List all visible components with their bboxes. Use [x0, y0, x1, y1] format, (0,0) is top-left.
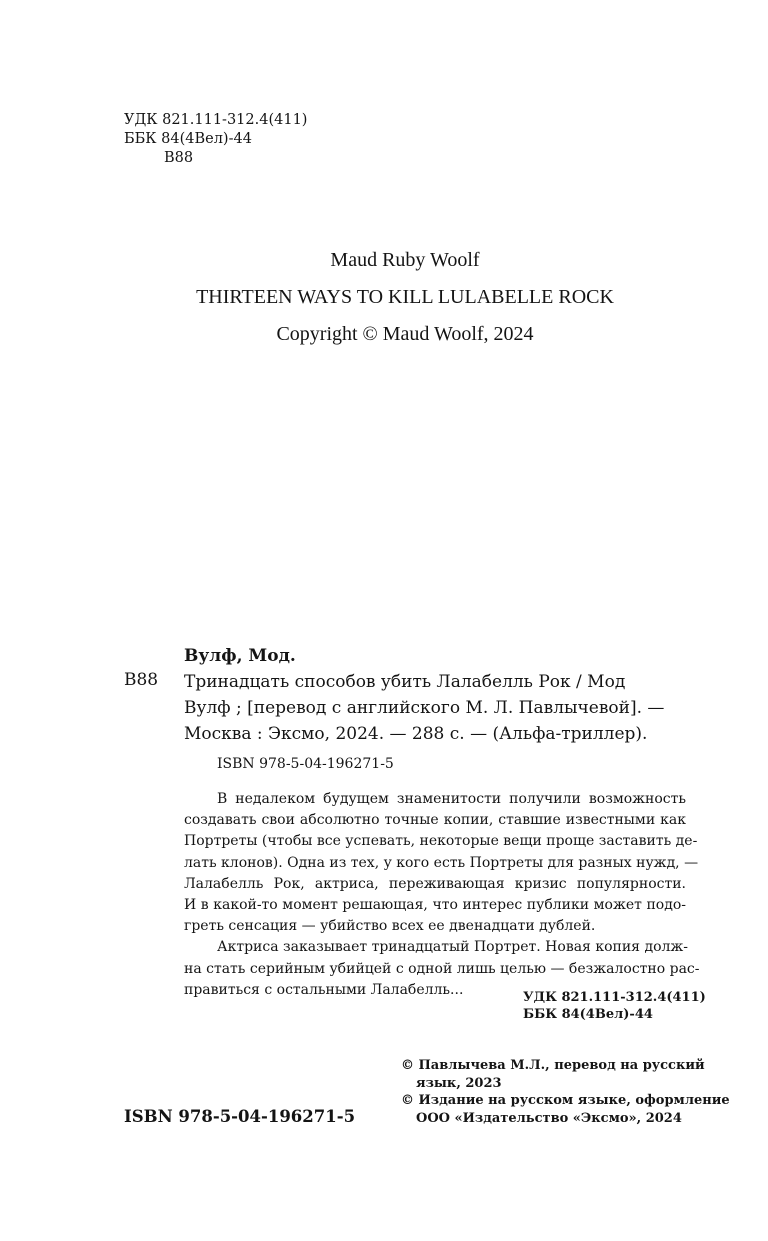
translation-copyright-cont: язык, 2023 — [416, 1075, 502, 1091]
top-classification-codes — [124, 111, 307, 168]
annotation-line: Актриса заказывает тринадцатый Портрет. Новая копия долж- — [217, 939, 689, 956]
annotation-line: И в какой-то момент решающая, что интерес публики может подо- — [184, 897, 686, 914]
bbk-code: ББК 84(4Вел)-44 — [124, 131, 252, 147]
copyright-notices — [401, 1057, 730, 1127]
edition-copyright: © Издание на русском языке, оформление — [401, 1093, 730, 1108]
udk-code: УДК 821.111-312.4(411) — [124, 112, 308, 128]
annotation-line: Портреты (чтобы все успевать, некоторые вещи проще заставить де- — [184, 833, 698, 850]
catalog-description-line: Москва : Эксмо, 2024. — 288 с. — (Альфа-триллер). — [184, 724, 648, 744]
bottom-isbn: ISBN 978-5-04-196271-5 — [124, 1107, 356, 1126]
translation-copyright: © Павлычева М.Л., перевод на русский — [401, 1058, 705, 1073]
annotation-line: греть сенсация — убийство всех ее двенадцати дублей. — [184, 918, 596, 935]
catalog-isbn: ISBN 978-5-04-196271-5 — [217, 756, 394, 772]
author-mark: В88 — [164, 150, 194, 166]
original-copyright: Copyright © Maud Woolf, 2024 — [276, 323, 534, 345]
edition-copyright-cont: ООО «Издательство «Эксмо», 2024 — [416, 1110, 682, 1126]
annotation-line: лать клонов). Одна из тех, у кого есть Портреты для разных нужд, — — [184, 854, 699, 871]
original-title: THIRTEEN WAYS TO KILL LULABELLE ROCK — [196, 286, 614, 308]
bottom-classification-codes — [523, 989, 706, 1023]
annotation — [184, 789, 700, 1001]
catalog-author-heading: Вулф, Мод. — [184, 646, 296, 666]
annotation-line: создавать свои абсолютно точные копии, ставшие известными как — [184, 812, 686, 829]
bbk-code: ББК 84(4Вел)-44 — [523, 1007, 653, 1022]
original-author: Maud Ruby Woolf — [330, 249, 480, 271]
annotation-line: Лалабелль Рок, актриса, переживающая кризис популярности. — [184, 875, 686, 892]
catalog-author-mark: В88 — [124, 670, 159, 690]
annotation-line: В недалеком будущем знаменитости получили возможность — [217, 791, 686, 807]
catalog-description — [184, 669, 686, 747]
annotation-line: на стать серийным убийцей с одной лишь целью — безжалостно рас- — [184, 960, 700, 977]
udk-code: УДК 821.111-312.4(411) — [523, 990, 706, 1005]
catalog-description-line: Вулф ; [перевод с английского М. Л. Павлычевой]. — — [184, 698, 665, 718]
catalog-description-line: Тринадцать способов убить Лалабелль Рок / Мод — [184, 672, 626, 692]
annotation-line: правиться с остальными Лалабелль... — [184, 981, 464, 998]
